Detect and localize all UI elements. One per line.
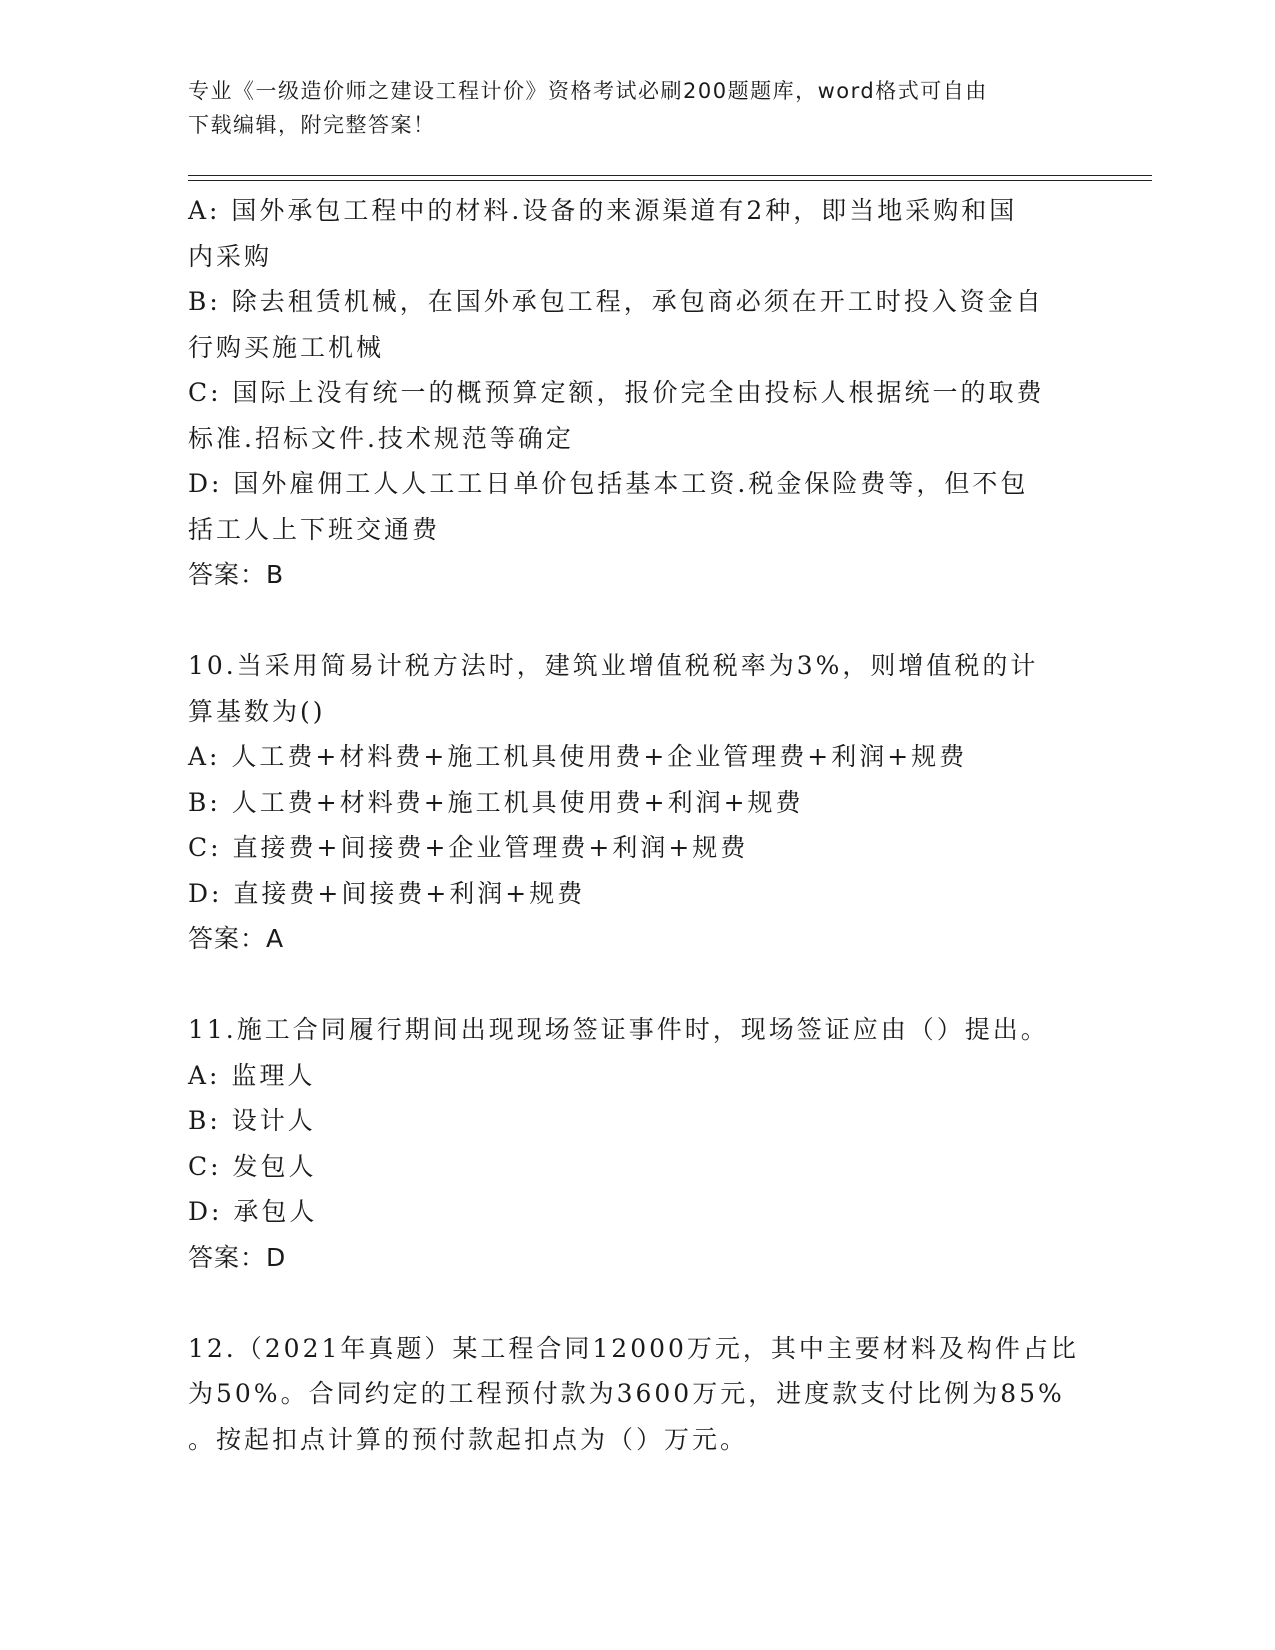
- question-12: [188, 1326, 1078, 1463]
- header-line-2: 下载编辑，附完整答案！: [188, 113, 436, 137]
- question-stem-line-1: 12.（2021年真题）某工程合同12000万元，其中主要材料及构件占比: [188, 1333, 1079, 1363]
- spacer: [188, 1280, 1078, 1326]
- option-c: C: 发包人: [188, 1151, 317, 1181]
- option-a: A: 监理人: [188, 1060, 316, 1090]
- document-body: [188, 188, 1078, 1462]
- question-stem: 11.施工合同履行期间出现现场签证事件时，现场签证应由（）提出。: [188, 1015, 1049, 1044]
- option-d-line-1: D: 国外雇佣工人人工工日单价包括基本工资.税金保险费等，但不包: [188, 469, 1029, 498]
- question-stem-line-2: 算基数为(): [188, 696, 326, 726]
- option-b: B: 设计人: [188, 1106, 316, 1135]
- spacer: [188, 598, 1078, 644]
- option-c-line-1: C: 国际上没有统一的概预算定额，报价完全由投标人根据统一的取费: [188, 378, 1045, 407]
- option-a-line-1: A: 国外承包工程中的材料.设备的来源渠道有2种，即当地采购和国: [188, 196, 1018, 225]
- header-divider-bottom: [188, 180, 1152, 181]
- header-divider-top: [188, 175, 1152, 176]
- option-b: B: 人工费+材料费+施工机具使用费+利润+规费: [188, 787, 804, 817]
- question-stem-line-3: 。按起扣点计算的预付款起扣点为（）万元。: [188, 1424, 749, 1454]
- question-9: [188, 188, 1078, 598]
- option-b-line-2: 行购买施工机械: [188, 332, 385, 362]
- answer-line: 答案：B: [188, 560, 285, 589]
- question-11: [188, 1007, 1078, 1280]
- option-d: D: 直接费+间接费+利润+规费: [188, 878, 586, 908]
- answer-line: 答案：A: [188, 924, 285, 953]
- question-10: [188, 643, 1078, 962]
- answer-line: 答案：D: [188, 1242, 287, 1272]
- option-b-line-1: B: 除去租赁机械，在国外承包工程，承包商必须在开工时投入资金自: [188, 287, 1044, 316]
- option-a: A: 人工费+材料费+施工机具使用费+企业管理费+利润+规费: [188, 742, 968, 771]
- option-c-line-2: 标准.招标文件.技术规范等确定: [188, 423, 574, 453]
- document-header: [188, 74, 1088, 142]
- option-d: D: 承包人: [188, 1197, 318, 1226]
- option-d-line-2: 括工人上下班交通费: [188, 514, 441, 544]
- question-stem-line-2: 为50%。合同约定的工程预付款为3600万元，进度款支付比例为85%: [188, 1379, 1065, 1408]
- question-stem-line-1: 10.当采用简易计税方法时，建筑业增值税税率为3%，则增值税的计: [188, 651, 1039, 680]
- option-c: C: 直接费+间接费+企业管理费+利润+规费: [188, 833, 749, 862]
- spacer: [188, 962, 1078, 1008]
- option-a-line-2: 内采购: [188, 241, 273, 271]
- header-line-1: 专业《一级造价师之建设工程计价》资格考试必刷200题题库，word格式可自由: [188, 79, 988, 103]
